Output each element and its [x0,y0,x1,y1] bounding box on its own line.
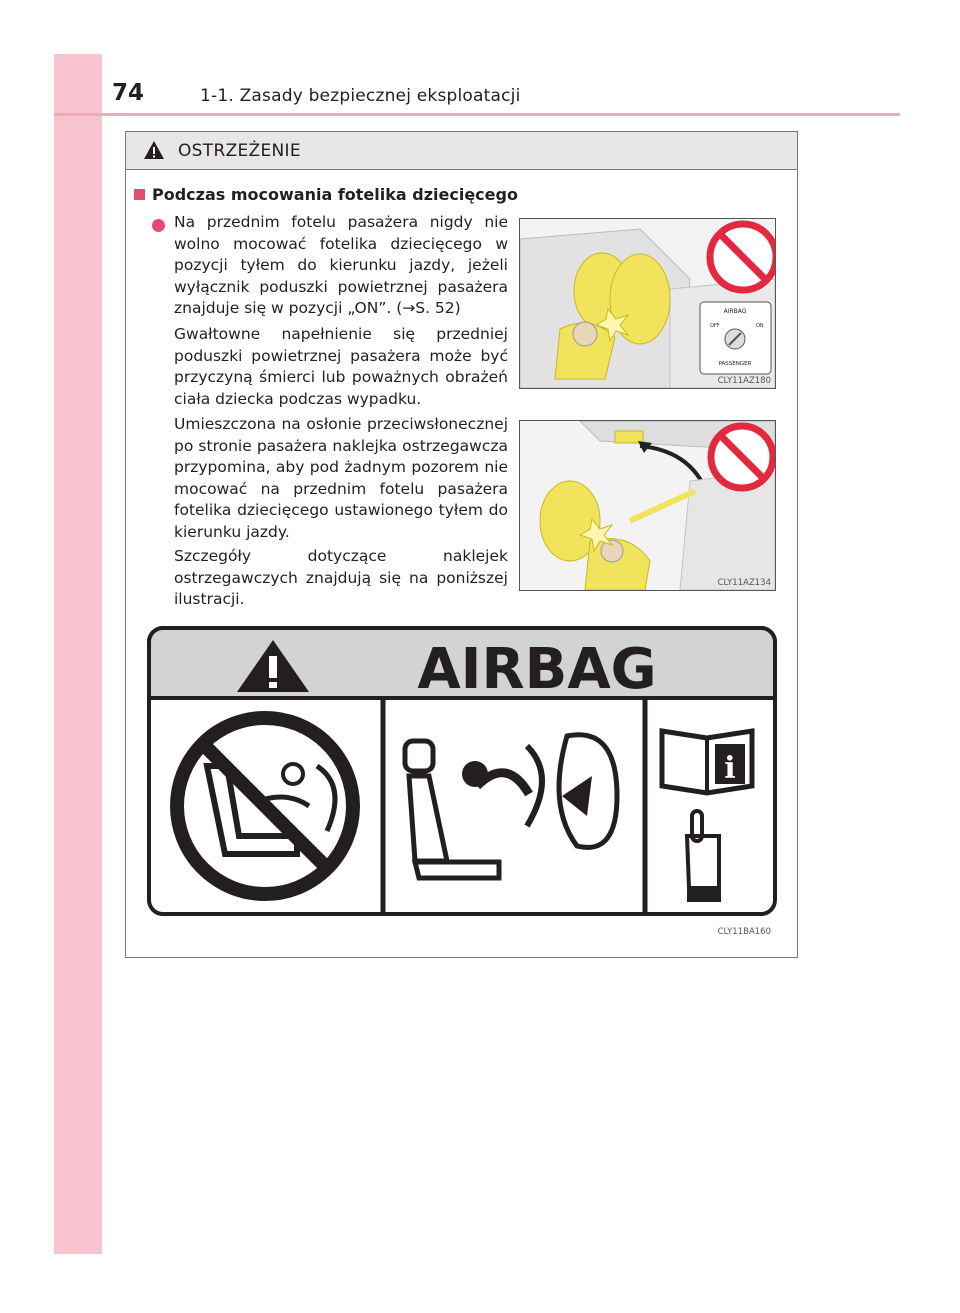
airbag-label-graphic [147,626,777,916]
paragraph-3: Umieszczona na osłonie przeciwsłonecznej po stronie pasażera naklejka ostrzegawcza przypomina, aby pod żadnym pozorem nie mocować na przednim fotelu pasażera fotelika dziecięcego ustawionego tyłem do kierunku jazdy. [174,415,508,541]
airbag-deploy-illustration [520,219,775,388]
warning-title: OSTRZEŻENIE [178,141,301,161]
airbag-label-text: AIRBAG [417,637,657,702]
svg-text:AIRBAG: AIRBAG [723,308,747,315]
warning-box [125,131,798,958]
svg-text:PASSENGER: PASSENGER [718,361,752,367]
paragraph-1: Na przednim fotelu pasażera nigdy nie wolno mocować fotelika dziecięcego w pozycji tyłem do kierunku jazdy, jeżeli wyłącznik poduszki powietrznej pasażera znajduje się w pozycji „ON”. (→S. 52) [174,213,508,317]
round-bullet-icon [152,219,165,232]
paragraph-4: Szczegóły dotyczące naklejek ostrzegawczych znajdują się na poniższej ilustracji. [174,547,508,608]
label-code: CLY11BA160 [717,927,771,937]
section-title: 1-1. Zasady bezpiecznej eksploatacji [200,86,521,106]
illustration-sun-visor [519,420,776,591]
illustration-code-2: CLY11AZ134 [717,578,771,588]
paragraph-2: Gwałtowne napełnienie się przedniej poduszki powietrznej pasażera może być przyczyną śmierci lub poważnych obrażeń ciała dziecka podczas wypadku. [174,325,508,408]
warning-triangle-icon [143,140,165,160]
square-bullet-icon [134,189,145,200]
warning-header [126,132,797,170]
sun-visor-illustration [520,421,775,590]
svg-text:OFF: OFF [710,323,720,329]
warning-subheading: Podczas mocowania fotelika dziecięcego [134,185,518,204]
illustration-airbag-switch [519,218,776,389]
header-rule [54,113,900,116]
svg-text:ON: ON [756,323,764,329]
svg-text:i: i [724,751,736,786]
illustration-code-1: CLY11AZ180 [717,376,771,386]
page-margin-bar [54,54,102,1254]
page-number: 74 [112,80,145,106]
airbag-warning-label [147,626,777,916]
